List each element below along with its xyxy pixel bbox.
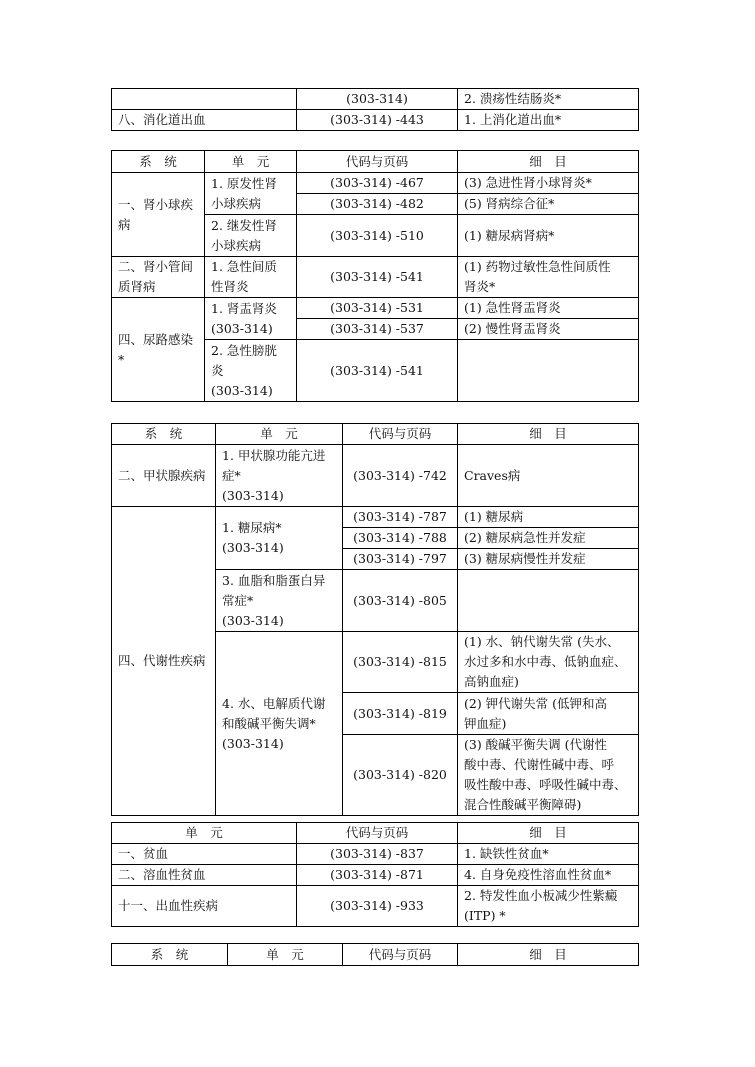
header-item: 细 目 [458,424,639,445]
table-row [112,110,639,131]
header-item: 细 目 [458,944,639,966]
header-row [112,424,639,445]
header-item: 细 目 [458,151,639,173]
item-cell: (1) 水、钠代谢失常 (失水、 水过多和水中毒、低钠血症、 高钠血症) [458,632,639,693]
header-unit: 单 元 [112,823,297,844]
item-cell: (2) 慢性肾盂肾炎 [458,319,639,340]
code-cell: (303-314) -837 [297,844,458,865]
header-system: 系 统 [112,424,216,445]
system-cell: 二、甲状腺疾病 [112,445,216,507]
unit-cell: 1. 急性间质 性肾炎 [205,257,297,298]
unit-cell: 3. 血脂和脂蛋白异 常症* (303-314) [216,570,343,632]
unit-cell: 1. 甲状腺功能亢进 症* (303-314) [216,445,343,507]
unit-cell: 1. 肾盂肾炎 (303-314) [205,298,297,340]
table-row [112,507,639,528]
unit-cell: 1. 糖尿病* (303-314) [216,507,343,570]
table-row [112,173,639,194]
item-cell: (3) 酸碱平衡失调 (代谢性 酸中毒、代谢性碱中毒、呼 吸性酸中毒、呼吸性碱中毒、 混合性酸碱平衡障碍) [458,735,639,816]
header-code: 代码与页码 [297,823,458,844]
system-cell: 四、尿路感染 * [112,298,205,402]
header-unit: 单 元 [228,944,343,966]
header-code: 代码与页码 [343,424,458,445]
unit-cell: 1. 原发性肾 小球疾病 [205,173,297,215]
code-cell: (303-314) -871 [297,865,458,886]
unit-cell: 2. 继发性肾 小球疾病 [205,215,297,257]
unit-cell: 十一、出血性疾病 [112,886,297,927]
header-unit: 单 元 [205,151,297,173]
code-cell: (303-314) -537 [297,319,458,340]
item-cell: (1) 药物过敏性急性间质性 肾炎* [458,257,639,298]
header-row [112,944,639,966]
system-cell [112,89,297,110]
unit-cell: 2. 急性膀胱 炎 (303-314) [205,340,297,402]
code-cell: (303-314) -510 [297,215,458,257]
code-cell: (303-314) -531 [297,298,458,319]
code-cell: (303-314) -819 [343,693,458,735]
header-row [112,823,639,844]
table-row [112,257,639,298]
code-cell: (303-314) -443 [297,110,458,131]
header-code: 代码与页码 [343,944,458,966]
code-cell: (303-314) -482 [297,194,458,215]
item-cell: (1) 糖尿病肾病* [458,215,639,257]
code-cell: (303-314) -815 [343,632,458,693]
code-cell: (303-314) -541 [297,257,458,298]
system-cell: 二、肾小管间 质肾病 [112,257,205,298]
item-cell: (1) 急性肾盂肾炎 [458,298,639,319]
item-cell: 4. 自身免疫性溶血性贫血* [458,865,639,886]
system-cell: 四、代谢性疾病 [112,507,216,816]
code-cell: (303-314) [297,89,458,110]
system-cell: 一、肾小球疾 病 [112,173,205,257]
unit-cell: 一、贫血 [112,844,297,865]
code-cell: (303-314) -742 [343,445,458,507]
code-cell: (303-314) -805 [343,570,458,632]
header-item: 细 目 [458,823,639,844]
unit-cell: 4. 水、电解质代谢 和酸碱平衡失调* (303-314) [216,632,343,816]
endocrine-table [111,423,639,816]
item-cell: (3) 急进性肾小球肾炎* [458,173,639,194]
item-cell [458,570,639,632]
code-cell: (303-314) -787 [343,507,458,528]
blood-table [111,822,639,927]
item-cell: 2. 特发性血小板减少性紫癜 (ITP) * [458,886,639,927]
item-cell: 1. 上消化道出血* [458,110,639,131]
item-cell [458,340,639,402]
system-cell: 八、消化道出血 [112,110,297,131]
code-cell: (303-314) -797 [343,549,458,570]
table-row [112,298,639,319]
empty-header-table [111,943,639,966]
item-cell: 2. 溃疡性结肠炎* [458,89,639,110]
header-code: 代码与页码 [297,151,458,173]
code-cell: (303-314) -820 [343,735,458,816]
code-cell: (303-314) -788 [343,528,458,549]
code-cell: (303-314) -467 [297,173,458,194]
code-cell: (303-314) -541 [297,340,458,402]
table-row [112,844,639,865]
item-cell: (2) 糖尿病急性并发症 [458,528,639,549]
header-system: 系 统 [112,944,228,966]
item-cell: (1) 糖尿病 [458,507,639,528]
digestive-table [111,88,639,131]
item-cell: Craves病 [458,445,639,507]
header-row [112,151,639,173]
code-cell: (303-314) -933 [297,886,458,927]
table-row [112,89,639,110]
item-cell: 1. 缺铁性贫血* [458,844,639,865]
item-cell: (5) 肾病综合征* [458,194,639,215]
table-row [112,865,639,886]
item-cell: (3) 糖尿病慢性并发症 [458,549,639,570]
table-row [112,445,639,507]
table-row [112,886,639,927]
unit-cell: 二、溶血性贫血 [112,865,297,886]
item-cell: (2) 钾代谢失常 (低钾和高 钾血症) [458,693,639,735]
header-unit: 单 元 [216,424,343,445]
header-system: 系 统 [112,151,205,173]
kidney-table [111,150,639,402]
